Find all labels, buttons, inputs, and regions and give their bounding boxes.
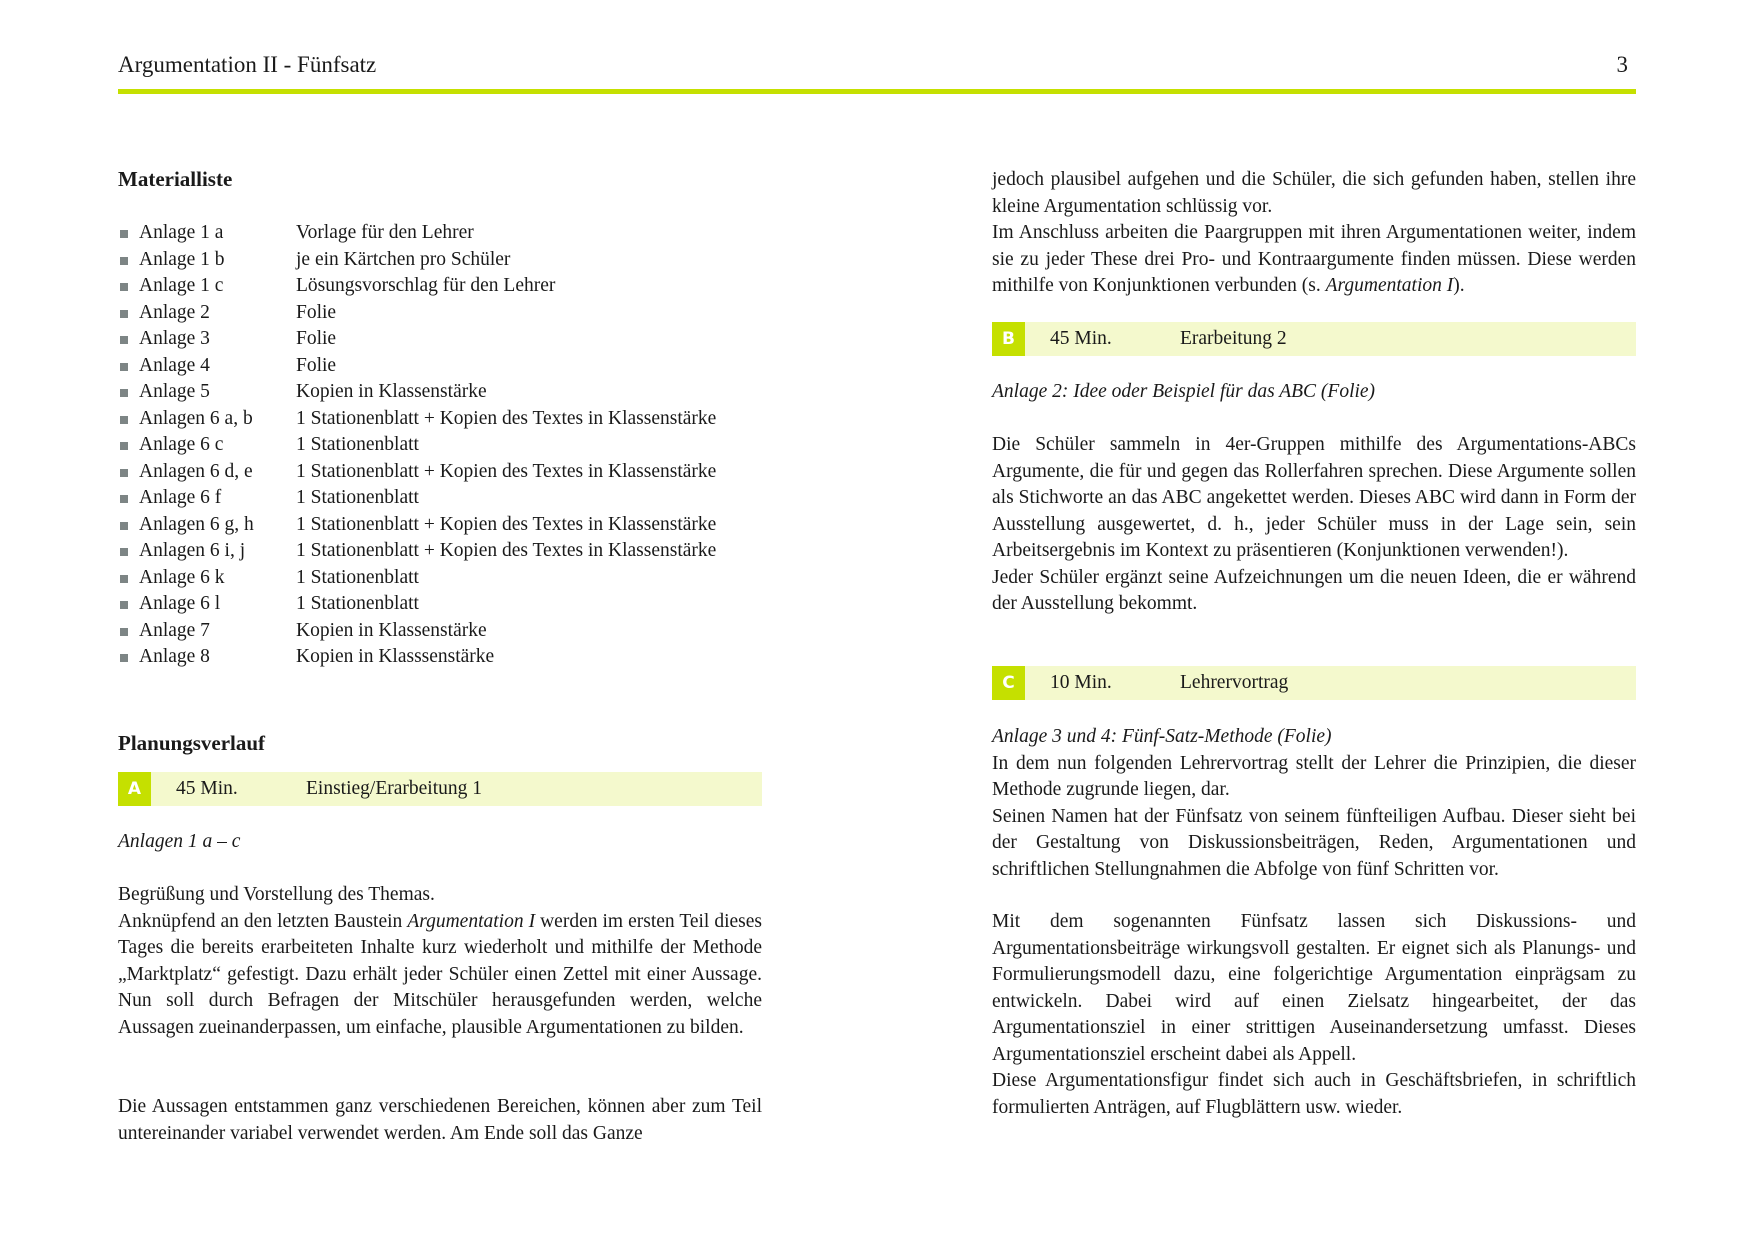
material-key: Anlage 6 c bbox=[139, 434, 224, 455]
phase-c-reference: Anlage 3 und 4: Fünf-Satz-Methode (Folie) bbox=[992, 726, 1332, 747]
material-item bbox=[118, 406, 762, 433]
material-value: Folie bbox=[296, 301, 337, 323]
material-value: Kopien in Klassenstärke bbox=[296, 619, 487, 641]
material-key: Anlagen 6 a, b bbox=[139, 407, 253, 429]
material-value: 1 Stationenblatt + Kopien des Textes in Klassenstärke bbox=[296, 513, 717, 535]
document-title: Argumentation II - Fünfsatz bbox=[118, 52, 377, 77]
material-item bbox=[118, 326, 762, 353]
material-item bbox=[118, 565, 762, 592]
phase-c-time: 10 Min. bbox=[1050, 672, 1112, 693]
phase-a-intro-line: Begrüßung und Vorstellung des Themas. bbox=[118, 884, 435, 905]
square-bullet-icon bbox=[120, 495, 128, 503]
page-number: 3 bbox=[1616, 52, 1628, 77]
material-value: Folie bbox=[296, 354, 337, 376]
phase-b-paragraph bbox=[992, 432, 1636, 618]
continuation-text-2 bbox=[992, 220, 1636, 300]
material-key: Anlage 7 bbox=[139, 619, 210, 641]
square-bullet-icon bbox=[120, 230, 128, 238]
material-key: Anlage 2 bbox=[139, 301, 210, 323]
material-item bbox=[118, 353, 762, 380]
square-bullet-icon bbox=[120, 389, 128, 397]
square-bullet-icon bbox=[120, 416, 128, 424]
material-key: Anlagen 6 i, j bbox=[139, 540, 246, 561]
material-value: 1 Stationenblatt bbox=[296, 487, 419, 508]
phase-b-title: Erarbeitung 2 bbox=[1180, 328, 1287, 349]
phase-b-text-1: Die Schüler sammeln in 4er-Gruppen mithilfe des Argumentations-ABCs Argumente, die für und gegen das Rollerfahren sprechen. Diese Argumente sollen als Stichworte an das ABC angekettet werden. Dieses ABC wird dann in Form der Ausstellung ausgewertet, d. h., jeder Schüler muss in der Lage sein, sein Arbeitsergebnis im Kontext zu präsentieren (Konjunktionen verwenden!). bbox=[992, 434, 1636, 561]
phase-b-badge: B bbox=[992, 322, 1025, 356]
material-key: Anlage 1 b bbox=[139, 248, 225, 270]
material-item bbox=[118, 485, 762, 512]
material-value: Folie bbox=[296, 328, 337, 349]
material-key: Anlage 6 k bbox=[139, 566, 225, 588]
material-key: Anlage 6 l bbox=[139, 593, 221, 614]
material-item bbox=[118, 432, 762, 459]
text-run: Anknüpfend an den letzten Baustein bbox=[118, 910, 408, 932]
emphasis-text: Argumentation I bbox=[1325, 275, 1454, 296]
square-bullet-icon bbox=[120, 363, 128, 371]
text-run: ). bbox=[1453, 275, 1465, 296]
phase-a-title: Einstieg/Erarbeitung 1 bbox=[306, 778, 482, 799]
square-bullet-icon bbox=[120, 628, 128, 636]
phase-a-badge: A bbox=[118, 772, 151, 806]
continuation-paragraph bbox=[992, 167, 1636, 300]
phase-c-text-1: In dem nun folgenden Lehrervortrag stellt der Lehrer die Prinzipien, die dieser Methode zugrunde liegen, dar. bbox=[992, 752, 1636, 800]
phase-a-box bbox=[118, 772, 762, 806]
material-value: 1 Stationenblatt + Kopien des Textes in Klassenstärke bbox=[296, 407, 717, 429]
material-item bbox=[118, 379, 762, 406]
material-item bbox=[118, 273, 762, 300]
materials-heading: Materialliste bbox=[118, 167, 233, 191]
material-value: 1 Stationenblatt bbox=[296, 566, 419, 588]
material-value: je ein Kärtchen pro Schüler bbox=[296, 248, 511, 270]
square-bullet-icon bbox=[120, 283, 128, 291]
material-item bbox=[118, 300, 762, 327]
phase-a-paragraph-2: Die Aussagen entstammen ganz verschiedenen Bereichen, können aber zum Teil untereinander variabel verwendet werden. Am Ende soll das Ganze bbox=[118, 1096, 762, 1144]
phase-b-time: 45 Min. bbox=[1050, 328, 1112, 349]
material-key: Anlagen 6 g, h bbox=[139, 513, 254, 535]
phase-a-time: 45 Min. bbox=[176, 778, 238, 799]
material-value: Vorlage für den Lehrer bbox=[296, 222, 474, 243]
text-run: werden im ersten Teil dieses Tages die bereits erarbeiteten Inhalte kurz wiederholt und mithilfe der Methode „Marktplatz“ gefestigt. Dazu erhält jeder Schüler einen Zettel mit einer Aussage. Nun soll durch Befragen der Mitschüler herausgefunden werden, welche Aussagen zueinanderpassen, um einfache, plausible Argumentationen zu bilden. bbox=[118, 910, 763, 1038]
phase-c-text-3: Mit dem sogenannten Fünfsatz lassen sich Diskussions- und Argumentationsbeiträge wirkungsvoll gestalten. Er eignet sich als Planungs- und Formulierungsmodell dazu, eine folgerichtige Argumentation einprägsam zu entwickeln. Dabei wird auf einen Zielsatz hingearbeitet, der das Argumentationsziel in einer strittigen Auseinandersetzung umfasst. Dieses Argumentationsziel erscheint dabei als Appell. bbox=[992, 911, 1636, 1065]
phase-c-text-4: Diese Argumentationsfigur findet sich auch in Geschäftsbriefen, in schriftlich formulierten Anträgen, auf Flugblättern usw. wieder. bbox=[992, 1070, 1636, 1118]
phase-c-title: Lehrervortrag bbox=[1180, 672, 1289, 693]
phase-a-paragraph-1 bbox=[118, 882, 762, 1041]
continuation-text: jedoch plausibel aufgehen und die Schüler, die sich gefunden haben, stellen ihre kleine Argumentation schlüssig vor. bbox=[992, 169, 1636, 217]
planning-heading: Planungsverlauf bbox=[118, 731, 266, 755]
square-bullet-icon bbox=[120, 257, 128, 265]
header-divider bbox=[118, 89, 1636, 94]
material-item bbox=[118, 538, 762, 565]
phase-b-reference: Anlage 2: Idee oder Beispiel für das ABC (Folie) bbox=[992, 381, 1376, 402]
material-item bbox=[118, 644, 762, 671]
phase-c-paragraph-2 bbox=[992, 909, 1636, 1121]
material-key: Anlage 8 bbox=[139, 646, 210, 667]
material-value: 1 Stationenblatt + Kopien des Textes in Klassenstärke bbox=[296, 460, 717, 482]
material-item bbox=[118, 591, 762, 618]
square-bullet-icon bbox=[120, 442, 128, 450]
square-bullet-icon bbox=[120, 575, 128, 583]
page-header bbox=[118, 52, 1636, 86]
material-value: 1 Stationenblatt bbox=[296, 434, 419, 455]
phase-b-box bbox=[992, 322, 1636, 356]
material-key: Anlagen 6 d, e bbox=[139, 460, 253, 482]
material-key: Anlage 4 bbox=[139, 354, 210, 376]
material-key: Anlage 5 bbox=[139, 381, 210, 402]
square-bullet-icon bbox=[120, 522, 128, 530]
phase-c-text-2: Seinen Namen hat der Fünfsatz von seinem fünfteiligen Aufbau. Dieser sieht bei der Gestaltung von Diskussionsbeiträgen, Reden, Argumentationen und schriftlichen Stellungnahmen die Abfolge von fünf Schritten vor. bbox=[992, 805, 1636, 880]
square-bullet-icon bbox=[120, 310, 128, 318]
material-item bbox=[118, 618, 762, 645]
square-bullet-icon bbox=[120, 548, 128, 556]
material-value: Kopien in Klasssenstärke bbox=[296, 646, 495, 667]
emphasis-text: Argumentation I bbox=[407, 910, 536, 932]
material-key: Anlage 1 c bbox=[139, 275, 224, 296]
square-bullet-icon bbox=[120, 601, 128, 609]
text-run: Im Anschluss arbeiten die Paargruppen mit ihren Argumentationen weiter, indem sie zu jeder These drei Pro- und Kontraargumente finden müssen. Diese werden mithilfe von Konjunktionen verbunden (s. bbox=[992, 222, 1636, 296]
material-value: 1 Stationenblatt bbox=[296, 593, 419, 614]
material-value: Kopien in Klassenstärke bbox=[296, 381, 487, 402]
phase-b-text-2: Jeder Schüler ergänzt seine Aufzeichnungen um die neuen Ideen, die er während der Ausstellung bekommt. bbox=[992, 566, 1636, 614]
phase-c-box bbox=[992, 666, 1636, 700]
material-key: Anlage 1 a bbox=[139, 222, 224, 243]
material-value: Lösungsvorschlag für den Lehrer bbox=[296, 275, 556, 296]
square-bullet-icon bbox=[120, 469, 128, 477]
phase-c-badge: C bbox=[992, 666, 1025, 700]
material-item bbox=[118, 459, 762, 486]
square-bullet-icon bbox=[120, 654, 128, 662]
material-item bbox=[118, 247, 762, 274]
material-key: Anlage 6 f bbox=[139, 487, 222, 508]
material-key: Anlage 3 bbox=[139, 328, 210, 349]
phase-a-reference: Anlagen 1 a – c bbox=[118, 831, 241, 852]
square-bullet-icon bbox=[120, 336, 128, 344]
material-item bbox=[118, 512, 762, 539]
phase-c-paragraph-1 bbox=[992, 724, 1636, 883]
materials-list bbox=[118, 220, 762, 671]
phase-a-body bbox=[118, 909, 762, 1042]
material-value: 1 Stationenblatt + Kopien des Textes in Klassenstärke bbox=[296, 540, 717, 561]
material-item bbox=[118, 220, 762, 247]
